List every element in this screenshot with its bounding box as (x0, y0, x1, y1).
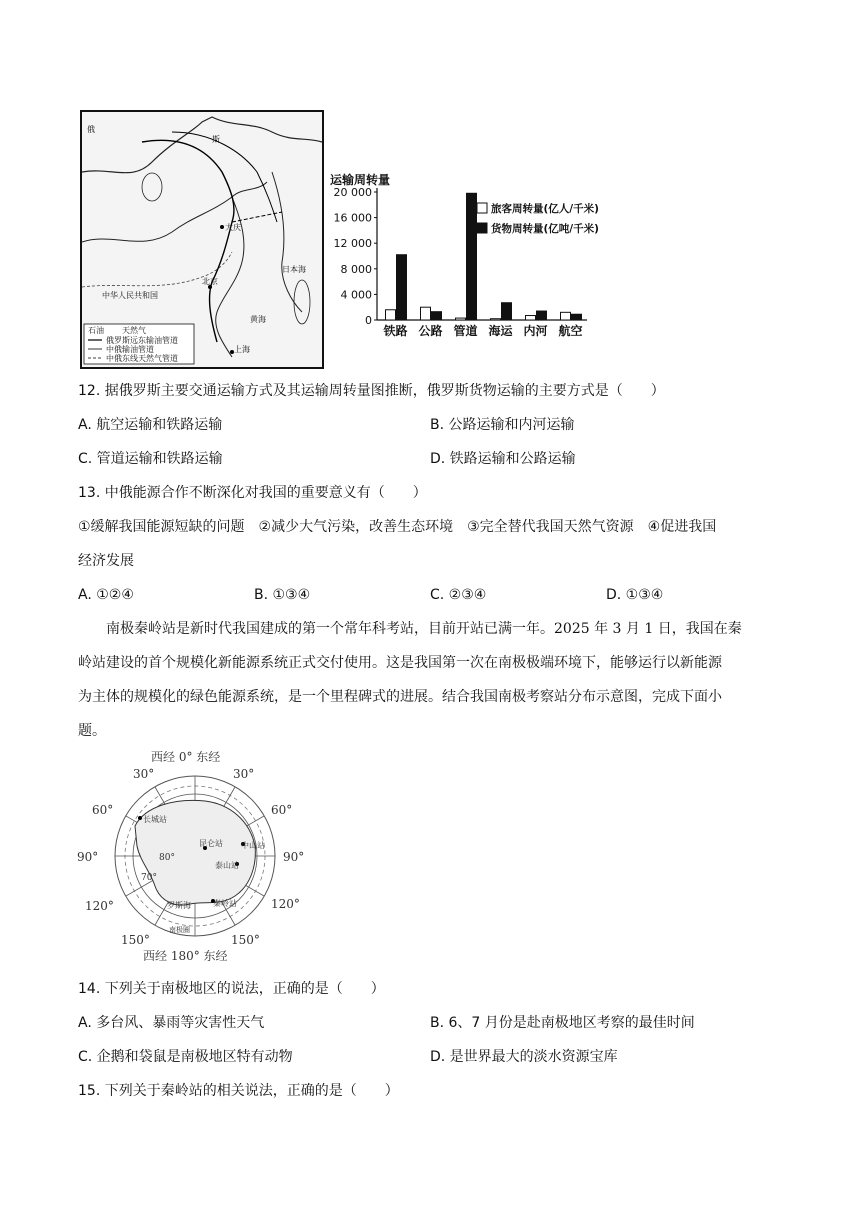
bar-航空-freight (572, 314, 582, 320)
x-tick-label: 航空 (558, 324, 583, 338)
label-beijing: 北京 (202, 277, 218, 286)
x-tick-label: 公路 (418, 324, 443, 338)
q13-statements-line2: 经济发展 (78, 553, 134, 569)
q13-option-b[interactable]: B. ①③④ (254, 587, 311, 603)
passage-line-1: 南极秦岭站是新时代我国建成的第一个常年科考站，目前开站已满一年。2025 年 3 月 1 日，我国在秦 (106, 621, 742, 637)
bar-内河-freight (537, 311, 547, 320)
y-tick-label: 20 000 (333, 186, 372, 199)
label-yellow-sea: 黄海 (250, 315, 266, 324)
bar-内河-passenger (526, 316, 536, 320)
q14-option-a[interactable]: A. 多台风、暴雨等灾害性天气 (78, 1015, 265, 1031)
bar-铁路-passenger (386, 310, 396, 320)
station-great-wall: 长城站 (143, 815, 167, 824)
label-ru-2: 斯 (212, 135, 220, 144)
label-bottom-meridian: 西经 180° 东经 (143, 949, 228, 963)
antarctica-stations-map (75, 748, 315, 963)
bar-管道-passenger (456, 318, 466, 320)
q13-option-d[interactable]: D. ①③④ (606, 587, 664, 603)
bar-航空-passenger (561, 312, 571, 320)
chart-legend (477, 202, 599, 235)
label-ru-1: 俄 (87, 125, 95, 134)
q14-option-b[interactable]: B. 6、7 月份是赴南极地区考察的最佳时间 (430, 1015, 695, 1031)
transport-volume-chart (325, 168, 625, 343)
q12-option-a[interactable]: A. 航空运输和铁路运输 (78, 417, 223, 433)
y-tick-label: 8 000 (340, 262, 372, 276)
label-shanghai: 上海 (234, 345, 250, 354)
legend-label: 旅客周转量(亿人/千米) (491, 203, 599, 215)
bar-公路-freight (432, 312, 442, 320)
bar-铁路-freight (397, 255, 407, 320)
q13-statements-line1: ①缓解我国能源短缺的问题 ②减少大气污染，改善生态环境 ③完全替代我国天然气资源 ④促进我国 (78, 519, 717, 535)
q13-stem: 13. 中俄能源合作不断深化对我国的重要意义有（ ） (78, 485, 427, 501)
label-w30: 30° (133, 767, 155, 781)
label-e90: 90° (283, 850, 305, 864)
bar-公路-passenger (421, 307, 431, 320)
station-zhongshan: 中山站 (241, 841, 265, 850)
legend-line2: 中俄输油管道 (106, 345, 154, 354)
station-qinling: 秦岭站 (213, 899, 237, 908)
q12-stem: 12. 据俄罗斯主要交通运输方式及其运输周转量图推断，俄罗斯货物运输的主要方式是（ ） (78, 383, 665, 399)
label-ross-sea: 罗斯海 (167, 901, 191, 910)
q14-option-d[interactable]: D. 是世界最大的淡水资源宝库 (430, 1049, 618, 1065)
legend-swatch (477, 203, 487, 213)
label-e120: 120° (271, 897, 300, 911)
label-daqing: 大庆 (225, 223, 241, 232)
q14-option-c[interactable]: C. 企鹅和袋鼠是南极地区特有动物 (78, 1049, 293, 1065)
legend-swatch (477, 223, 487, 233)
label-w120: 120° (85, 899, 114, 913)
y-tick-label: 4 000 (340, 288, 372, 302)
passage-line-2: 岭站建设的首个规模化新能源系统正式交付使用。这是我国第一次在南极极端环境下，能够运行以新能源 (78, 655, 722, 671)
label-w150: 150° (121, 933, 150, 947)
x-tick-label: 海运 (488, 324, 513, 338)
label-china: 中华人民共和国 (102, 291, 158, 300)
y-tick-label: 16 000 (333, 211, 372, 225)
legend-line3: 中俄东线天然气管道 (106, 354, 178, 363)
q15-stem: 15. 下列关于秦岭站的相关说法，正确的是（ ） (78, 1083, 399, 1099)
legend-line1: 俄罗斯远东输油管道 (106, 336, 178, 345)
label-top-meridian: 西经 0° 东经 (151, 750, 221, 764)
label-e150: 150° (231, 933, 260, 947)
passage-line-4: 题。 (78, 723, 106, 739)
x-tick-label: 铁路 (383, 324, 408, 338)
label-lat-70: 70° (141, 873, 157, 883)
q12-option-b[interactable]: B. 公路运输和内河运输 (430, 417, 575, 433)
label-lat-80: 80° (159, 853, 175, 863)
q12-option-d[interactable]: D. 铁路运输和公路运输 (430, 451, 576, 467)
station-kunlun: 昆仑站 (199, 839, 223, 848)
legend-label: 货物周转量(亿吨/千米) (491, 223, 599, 235)
q13-option-a[interactable]: A. ①②④ (78, 587, 134, 603)
q12-option-c[interactable]: C. 管道运输和铁路运输 (78, 451, 223, 467)
station-taishan: 泰山站 (215, 861, 239, 870)
label-w90: 90° (77, 850, 99, 864)
y-tick-label: 0 (365, 314, 372, 327)
q13-option-c[interactable]: C. ②③④ (430, 587, 487, 603)
bar-海运-freight (502, 303, 512, 320)
label-e60: 60° (271, 803, 293, 817)
label-antarctic-circle: 南极圈 (169, 926, 190, 934)
russia-map-legend (84, 324, 194, 364)
x-tick-label: 管道 (453, 324, 478, 338)
bar-管道-freight (467, 193, 477, 320)
q14-stem: 14. 下列关于南极地区的说法，正确的是（ ） (78, 981, 385, 997)
legend-gas: 天然气 (122, 326, 146, 335)
chart-title: 运输周转量 (330, 173, 391, 187)
label-w60: 60° (92, 803, 114, 817)
label-japan-sea: 日本海 (282, 265, 306, 274)
x-tick-label: 内河 (523, 324, 548, 338)
label-e30: 30° (233, 767, 255, 781)
russia-transport-map (80, 110, 324, 369)
russia-map-graphic (82, 112, 322, 367)
y-tick-label: 12 000 (333, 237, 372, 251)
passage-line-3: 为主体的规模化的绿色能源系统，是一个里程碑式的进展。结合我国南极考察站分布示意图，完成下面小 (78, 689, 722, 705)
legend-oil: 石油 (88, 326, 104, 335)
bar-海运-passenger (491, 319, 501, 320)
